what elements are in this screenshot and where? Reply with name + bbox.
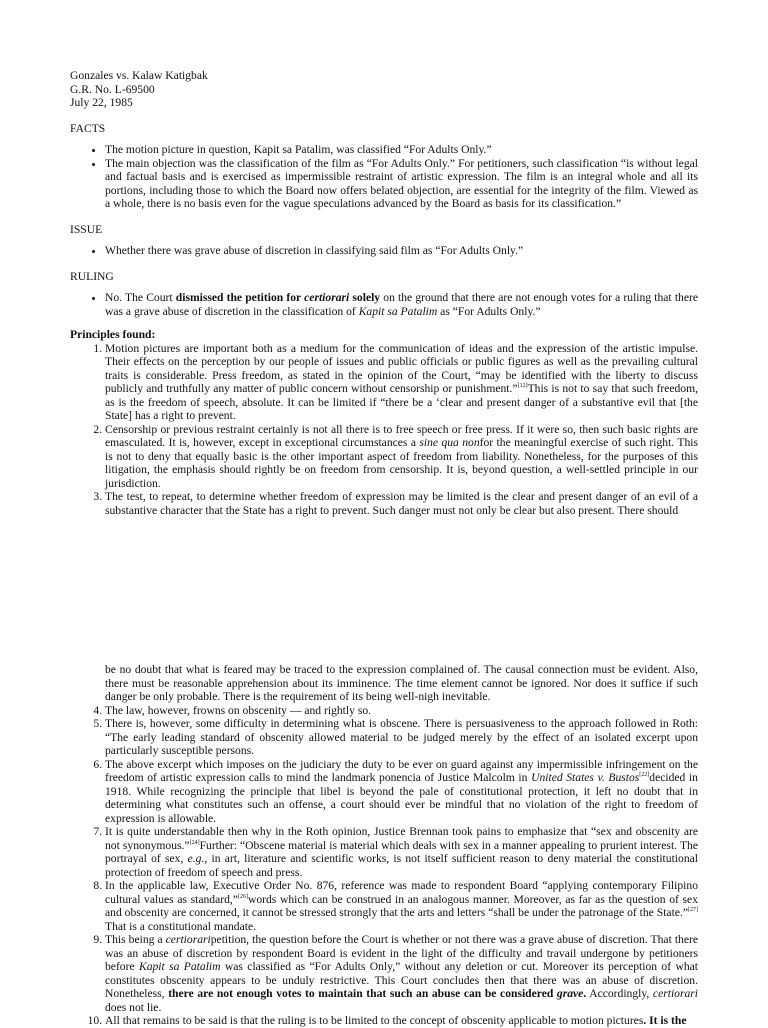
principle-italic: certiorari (652, 987, 699, 1000)
principle-text: Censorship or previous restraint certainly is not all there is to free speech or free press. If it were so, then such basic rights are emasculated. It is, however, except in exceptional circumstances a (105, 422, 698, 449)
ruling-text: No. The Court (105, 291, 176, 304)
principle-item: 5. There is, however, some difficulty in determining what is obscene. There is persuasiveness to the approach followed in Roth: “The early leading standard of obscenity allowed material to be judged merely by the effect of an isolated excerpt upon particularly susceptible persons. (105, 717, 698, 758)
ruling-list (70, 291, 698, 318)
principle-text: Accordingly, (586, 987, 653, 1000)
principles-heading: Principles found: (70, 328, 156, 341)
principle-item (105, 1014, 698, 1028)
issue-item: • Whether there was grave abuse of discretion in classifying said film as “For Adults Only.” (105, 244, 698, 258)
principle-bold-italic: grave (556, 987, 584, 1000)
principle-text: The test, to repeat, to determine whether freedom of expression may be limited is the clear and present danger of an evil of a substantive character that the State has a right to prevent. Such danger must not only be clear but also present. There should (105, 490, 698, 517)
principle-italic: United States v. Bustos (531, 771, 640, 784)
document-page-top (70, 69, 698, 517)
case-gr-number: G.R. No. L-69500 (70, 82, 155, 96)
footnote-ref[interactable]: [27] (688, 907, 698, 913)
principle-text: This is not to say that such freedom, as is the freedom of speech, absolute. It can be limited if “there be a ‘clear and present danger of a substantive evil that [the State] has a right to prevent. (105, 382, 698, 422)
principle-bold: there are not enough votes to maintain that such an abuse can be considered (168, 987, 557, 1000)
principle-text: words which can be construed in an analogous manner. Moreover, as far as the question of sex and obscenity are concerned, it cannot be stressed strongly that the arts and letters “shall be under the patronage of the State.” (105, 892, 698, 919)
principle-italic: sine qua non (419, 436, 480, 449)
principle-text: All that remains to be said is that the ruling is to be limited to the concept of obscenity applicable to motion pictures (105, 1014, 644, 1027)
footnote-ref[interactable]: [24] (189, 839, 200, 846)
ruling-bold-italic: certiorari (304, 291, 350, 304)
principle-item: 4. The law, however, frowns on obscenity — and rightly so. (105, 704, 698, 718)
principle-bold: . (583, 987, 587, 1000)
principle-text: Further: “Obscene material is material which deals with sex in a manner appealing to prurient interest. The portrayal of sex, (105, 838, 698, 865)
footnote-ref[interactable]: [12] (517, 383, 528, 389)
footnote-ref[interactable]: [26] (237, 893, 248, 900)
case-title: Gonzales vs. Kalaw Katigbak (70, 69, 208, 82)
facts-list (70, 143, 698, 211)
issue-list (70, 244, 698, 258)
facts-heading: FACTS (70, 121, 106, 135)
principle-item (105, 825, 698, 879)
principles-list (70, 342, 698, 518)
principle-text: This being a (105, 933, 166, 946)
ruling-heading: RULING (70, 269, 114, 283)
issue-heading: ISSUE (70, 222, 103, 236)
principle-bold: . It is the (643, 1014, 687, 1027)
ruling-bold: solely (349, 291, 381, 304)
footnote-ref[interactable]: [22] (639, 772, 650, 778)
facts-item: • The main objection was the classification of the film as “For Adults Only.” For petitioners, such classification “is without legal and factual basis and is exercised as impermissible restraint of artistic expression. The film is an integral whole and all its portions, including those to which the Board now offers belated objection, are essential for the integrity of the film. Viewed as a whole, there is no basis even for the vague speculations advanced by the Board as basis for its classification.” (105, 157, 698, 211)
principle-text: It is quite understandable then why in the Roth opinion, Justice Brennan took pains to emphasize that “sex and obscenity are not synonymous.” (105, 825, 698, 852)
ruling-text: as “For Adults Only.” (437, 304, 541, 318)
principle-item (105, 423, 698, 491)
principle-text: , in art, literature and scientific works, is not itself sufficient reason to deny material the constitutional protection of freedom of speech and press. (105, 852, 698, 879)
principle-italic: e.g. (187, 852, 205, 865)
principle-text: The above excerpt which imposes on the judiciary the duty to be ever on guard against any impermissible infringement on the freedom of artistic expression calls to mind the landmark ponencia of Justice Malcolm in (105, 757, 698, 784)
principle-text: Motion pictures are important both as a medium for the communication of ideas and the expression of the artistic impulse. Their effects on the perception by our people of issues and public officials or public figures as well as the prevailing cultural traits is considerable. Press freedom, as stated in the opinion of the Court, “may be identified with the liberty to discuss publicly and truthfully any matter of public concern without censorship or punishment.” (105, 341, 698, 395)
principle-text: petition, the question before the Court is whether or not there was a grave abuse of discretion. That there was an abuse of discretion by respondent Board is evident in the light of the difficulty and travail undergone by petitioners before (105, 933, 699, 973)
principle-item (105, 342, 698, 423)
principles-list-continued (70, 704, 698, 1028)
principle-item (105, 758, 698, 826)
facts-item: • The motion picture in question, Kapit sa Patalim, was classified “For Adults Only.” (105, 143, 698, 157)
principle-text: for the meaningful exercise of such right. This is not to deny that equally basic is the other important aspect of freedom from liability. Nonetheless, for the purposes of this litigation, the emphasis should rightly be on freedom from censorship. It is, beyond question, a well-settled principle in our jurisdiction. (105, 436, 698, 490)
principle-text: does not lie. (105, 1000, 162, 1014)
principle-italic: Kapit sa Patalim (138, 960, 221, 973)
principle-item (105, 490, 698, 517)
ruling-text: on the ground that there are not enough votes for a ruling that there was a grave abuse of discretion in the classification of (105, 291, 698, 318)
principle-italic: certiorari (165, 933, 211, 946)
case-date: July 22, 1985 (70, 96, 133, 109)
ruling-bold: dismissed the petition for (175, 291, 305, 304)
principle-text: That is a constitutional mandate. (105, 919, 257, 933)
principle-item (105, 933, 698, 1014)
ruling-italic: Kapit sa Patalim (358, 304, 438, 318)
document-page-bottom (70, 663, 698, 1028)
principle-text: was classified as “For Adults Only,” without any deletion or cut. Moreover its perception of what constitutes obscenity appears to be unduly restrictive. This Court concludes then that there was an abuse of discretion. Nonetheless, (105, 960, 698, 1000)
principle-text: decided in 1918. While recognizing the principle that libel is beyond the pale of constitutional protection, it left no doubt that in determining what constitutes such an offense, a court should ever be mindful that no violation of the right to freedom of expression is allowable. (105, 771, 698, 825)
ruling-item (105, 291, 698, 318)
principle-continuation: be no doubt that what is feared may be traced to the expression complained of. The causal connection must be evident. Also, there must be reasonable apprehension about its imminence. The time element cannot be ignored. Nor does it suffice if such danger be only probable. There is the requirement of its being well-nigh inevitable. (105, 663, 698, 703)
principle-item (105, 879, 698, 933)
principle-text: In the applicable law, Executive Order No. 876, reference was made to respondent Board “applying contemporary Filipino cultural values as standard,” (105, 879, 698, 906)
case-header (70, 69, 698, 110)
